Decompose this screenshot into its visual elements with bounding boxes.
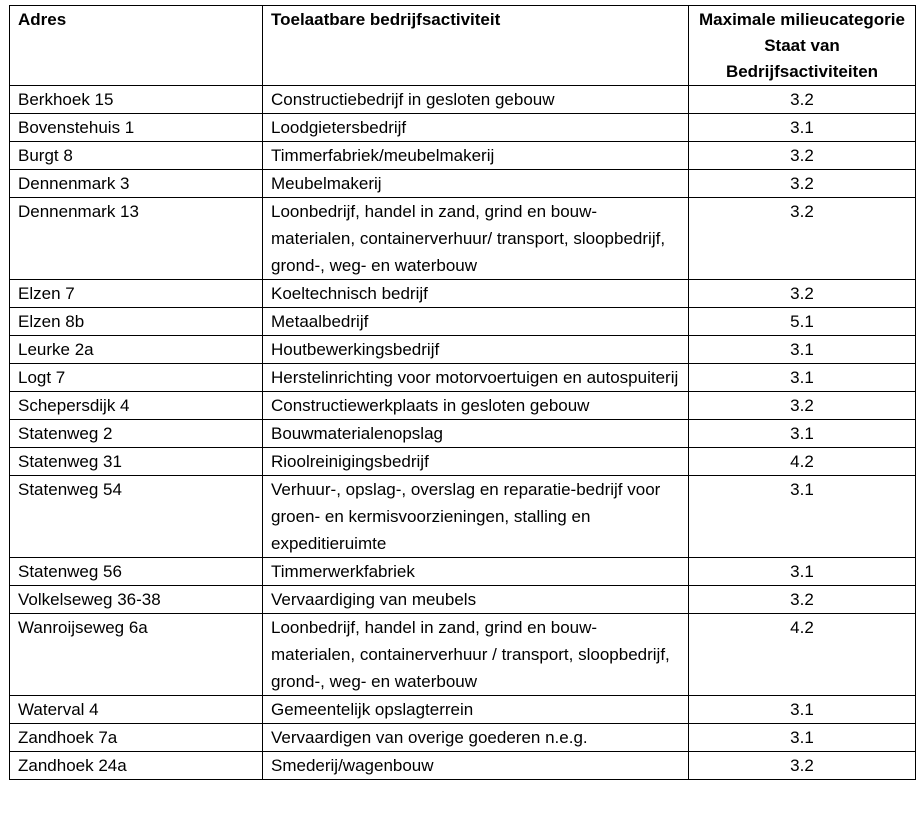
cell-activity: Constructiebedrijf in gesloten gebouw [263,86,689,114]
table-row [10,448,916,476]
cell-activity: Vervaardigen van overige goederen n.e.g. [263,724,689,752]
cell-activity: Metaalbedrijf [263,308,689,336]
table-row [10,336,916,364]
table-row [10,696,916,724]
cell-address: Elzen 7 [10,280,263,308]
cell-activity: Loodgietersbedrijf [263,114,689,142]
cell-address: Wanroijseweg 6a [10,614,263,696]
table-row [10,364,916,392]
header-address: Adres [10,6,263,86]
cell-category: 3.1 [689,724,916,752]
table-row [10,142,916,170]
cell-address: Zandhoek 7a [10,724,263,752]
table-row [10,198,916,280]
cell-category: 3.1 [689,476,916,558]
cell-address: Schepersdijk 4 [10,392,263,420]
table-row [10,86,916,114]
cell-category: 3.2 [689,86,916,114]
cell-address: Zandhoek 24a [10,752,263,780]
cell-activity: Herstelinrichting voor motorvoertuigen en autospuiterij [263,364,689,392]
header-category: Maximale milieucategorie Staat van Bedrijfsactiviteiten [689,6,916,86]
table-body [10,86,916,780]
cell-activity: Koeltechnisch bedrijf [263,280,689,308]
table-row [10,280,916,308]
table-row [10,392,916,420]
cell-activity: Loonbedrijf, handel in zand, grind en bouw-materialen, containerverhuur/ transport, sloopbedrijf, grond-, weg- en waterbouw [263,198,689,280]
cell-activity: Bouwmaterialenopslag [263,420,689,448]
cell-address: Statenweg 2 [10,420,263,448]
cell-activity: Constructiewerkplaats in gesloten gebouw [263,392,689,420]
cell-category: 3.1 [689,364,916,392]
cell-address: Statenweg 54 [10,476,263,558]
cell-activity: Gemeentelijk opslagterrein [263,696,689,724]
header-activity: Toelaatbare bedrijfsactiviteit [263,6,689,86]
table-row [10,170,916,198]
cell-address: Leurke 2a [10,336,263,364]
table-row [10,114,916,142]
table-row [10,308,916,336]
table-row [10,476,916,558]
cell-category: 3.1 [689,336,916,364]
cell-address: Elzen 8b [10,308,263,336]
cell-address: Bovenstehuis 1 [10,114,263,142]
table-row [10,558,916,586]
cell-address: Dennenmark 3 [10,170,263,198]
cell-category: 3.2 [689,142,916,170]
cell-category: 3.2 [689,280,916,308]
cell-activity: Rioolreinigingsbedrijf [263,448,689,476]
cell-category: 3.2 [689,392,916,420]
table-header [10,6,916,86]
cell-category: 3.2 [689,198,916,280]
business-activities-table [9,5,916,780]
header-row [10,6,916,86]
cell-category: 3.1 [689,114,916,142]
cell-activity: Vervaardiging van meubels [263,586,689,614]
cell-address: Waterval 4 [10,696,263,724]
cell-address: Volkelseweg 36-38 [10,586,263,614]
table-row [10,724,916,752]
cell-address: Statenweg 56 [10,558,263,586]
table-row [10,752,916,780]
table-row [10,586,916,614]
cell-activity: Loonbedrijf, handel in zand, grind en bouw-materialen, containerverhuur / transport, sloopbedrijf, grond-, weg- en waterbouw [263,614,689,696]
cell-category: 3.1 [689,558,916,586]
table-row [10,420,916,448]
cell-address: Burgt 8 [10,142,263,170]
cell-category: 3.2 [689,586,916,614]
cell-activity: Meubelmakerij [263,170,689,198]
table-row [10,614,916,696]
cell-category: 4.2 [689,614,916,696]
cell-category: 3.2 [689,752,916,780]
cell-address: Logt 7 [10,364,263,392]
cell-activity: Smederij/wagenbouw [263,752,689,780]
cell-activity: Timmerfabriek/meubelmakerij [263,142,689,170]
cell-activity: Verhuur-, opslag-, overslag en reparatie-bedrijf voor groen- en kermisvoorzieningen, stalling en expeditieruimte [263,476,689,558]
cell-category: 3.1 [689,420,916,448]
cell-category: 4.2 [689,448,916,476]
cell-address: Berkhoek 15 [10,86,263,114]
cell-activity: Houtbewerkingsbedrijf [263,336,689,364]
cell-address: Dennenmark 13 [10,198,263,280]
cell-address: Statenweg 31 [10,448,263,476]
cell-category: 5.1 [689,308,916,336]
cell-category: 3.1 [689,696,916,724]
cell-category: 3.2 [689,170,916,198]
cell-activity: Timmerwerkfabriek [263,558,689,586]
